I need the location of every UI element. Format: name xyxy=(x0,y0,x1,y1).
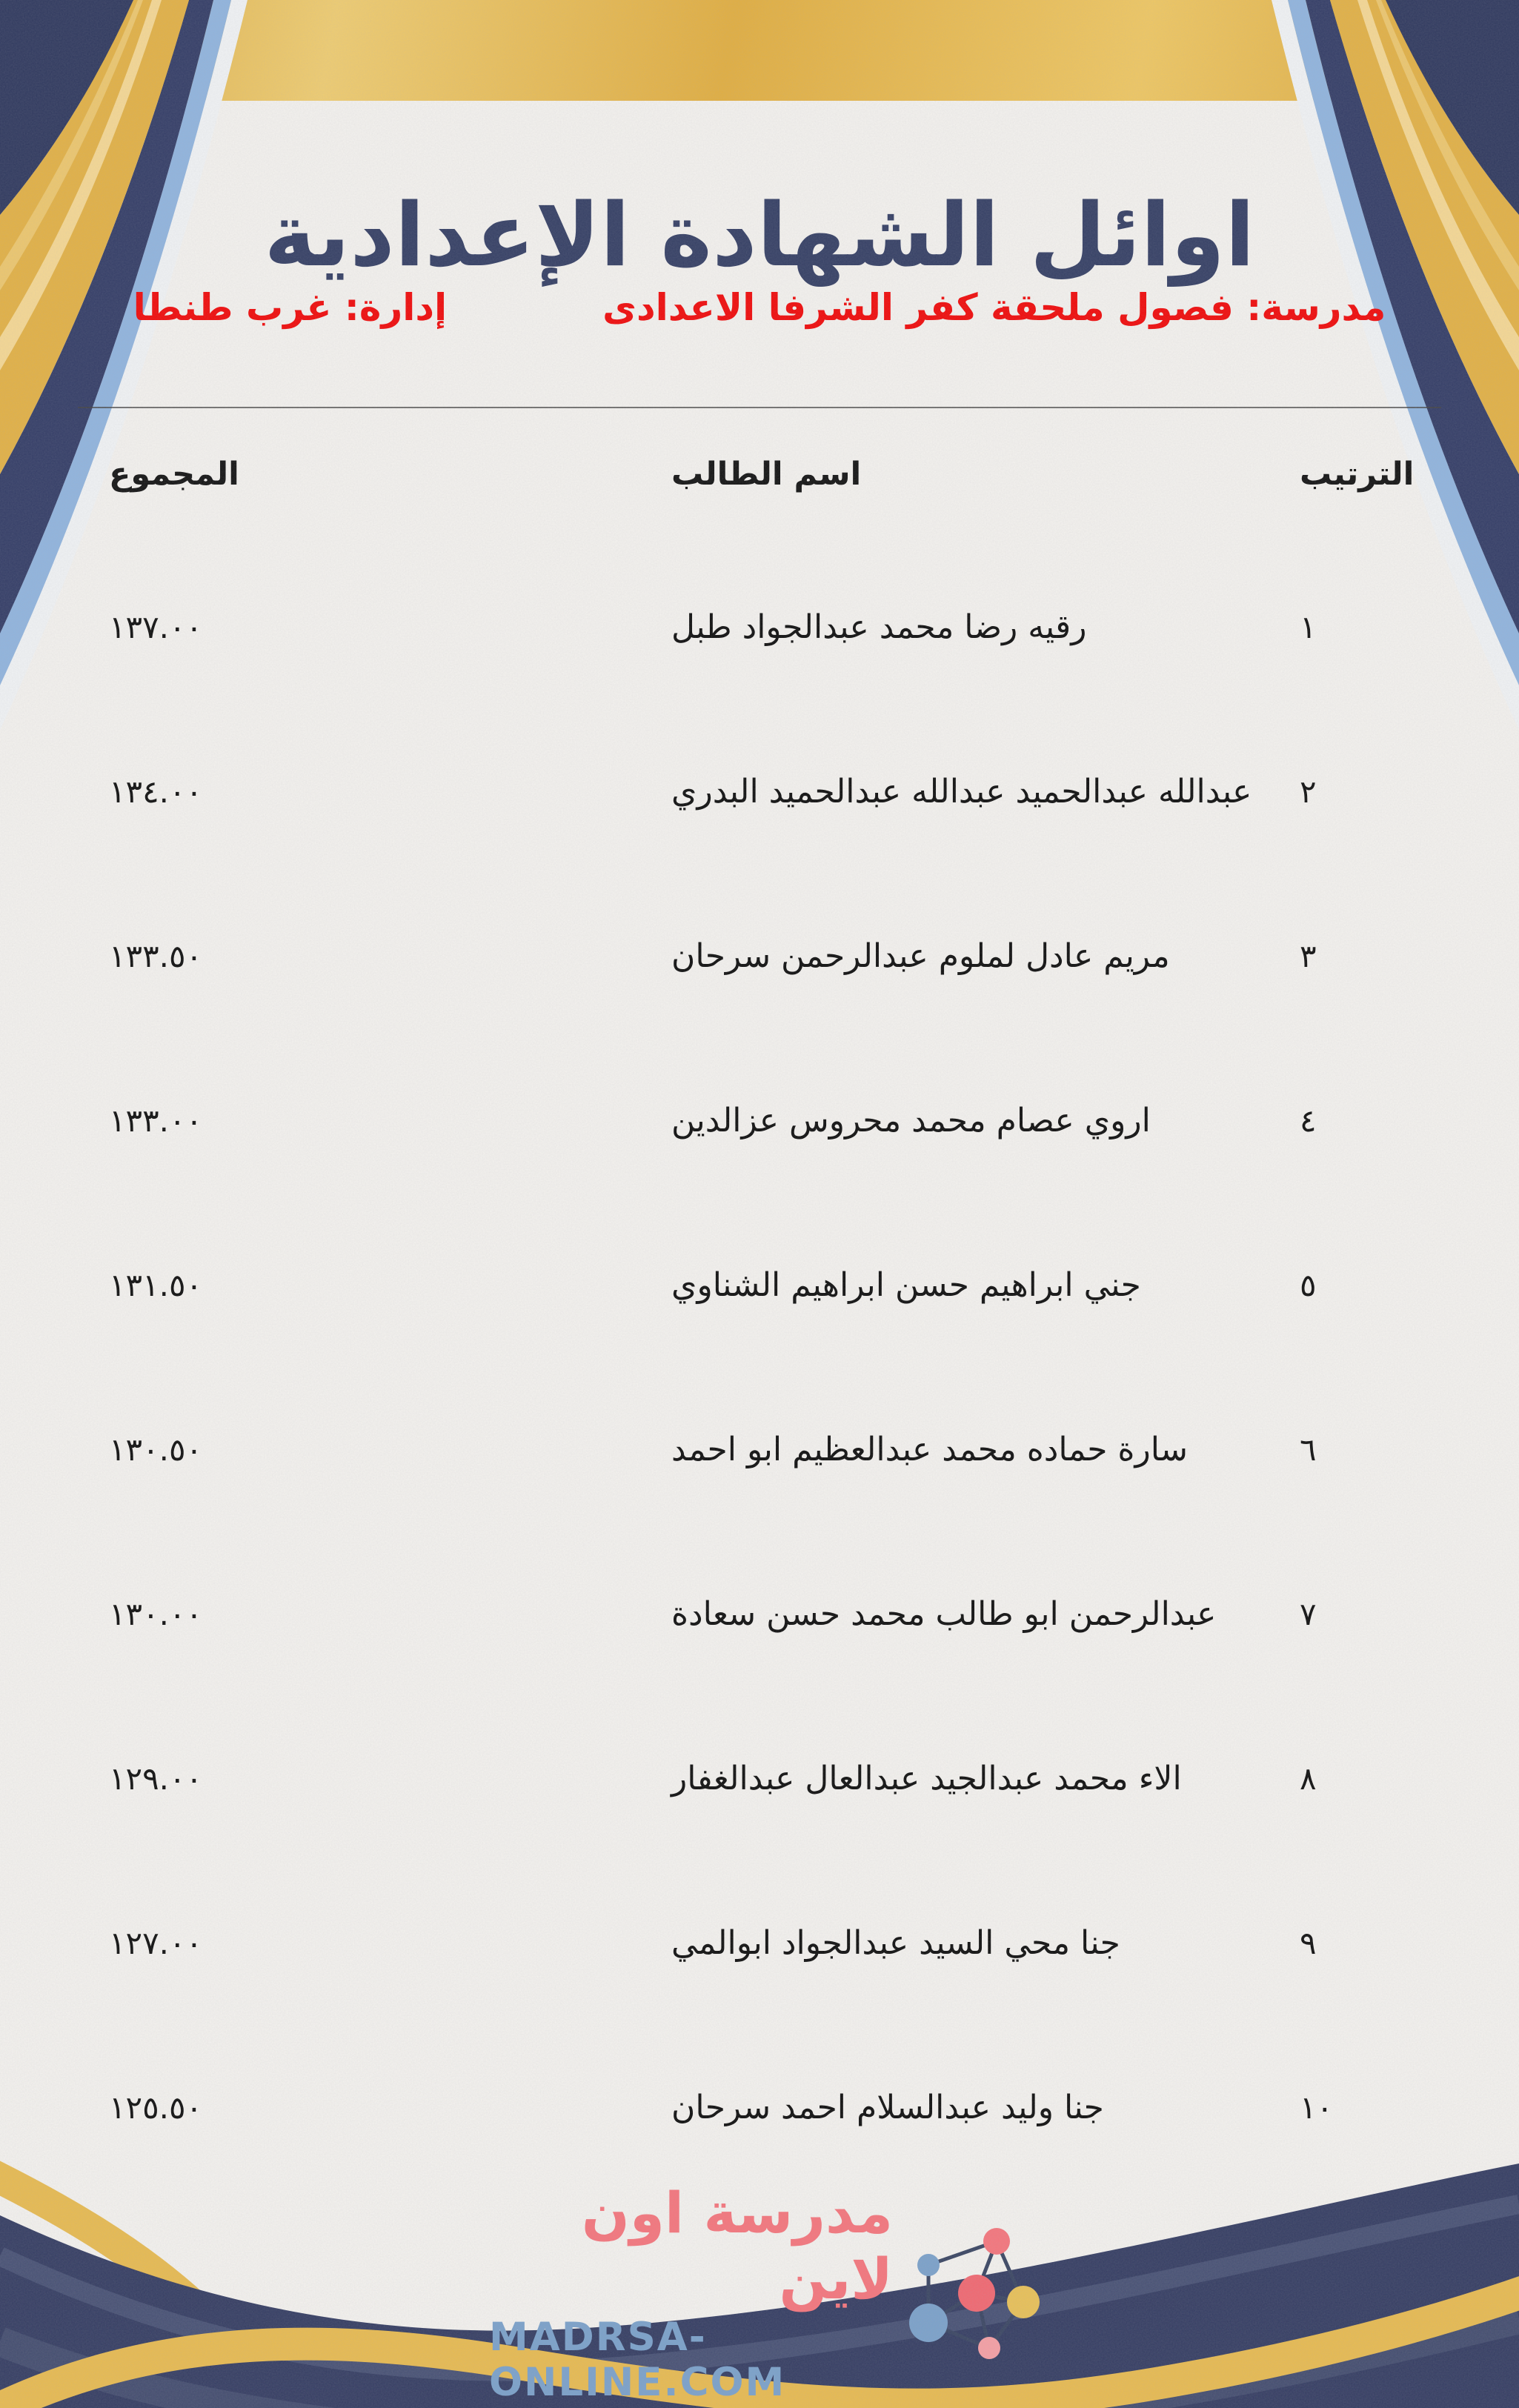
total-cell: ١٣٧.٠٠ xyxy=(109,608,203,645)
table-row xyxy=(0,1203,1519,1367)
total-cell: ١٣٠.٠٠ xyxy=(109,1595,203,1632)
student-name-cell: سارة حماده محمد عبدالعظيم ابو احمد xyxy=(671,1430,1188,1469)
total-cell: ١٣٣.٥٠ xyxy=(109,937,203,974)
page-title: اوائل الشهادة الإعدادية xyxy=(264,184,1255,287)
rank-cell: ٣ xyxy=(1300,937,1317,974)
administration-label: إدارة: غرب طنطا xyxy=(133,286,448,329)
rank-cell: ٤ xyxy=(1300,1102,1317,1139)
subtitle-line xyxy=(0,286,1519,329)
header-name: اسم الطالب xyxy=(671,456,862,493)
student-name-cell: عبدالرحمن ابو طالب محمد حسن سعادة xyxy=(671,1594,1217,1633)
total-cell: ١٢٩.٠٠ xyxy=(109,1760,203,1797)
rank-cell: ١ xyxy=(1300,608,1317,645)
table-row xyxy=(0,1860,1519,2025)
table-row xyxy=(0,1038,1519,1203)
school-label: مدرسة: فصول ملحقة كفر الشرفا الاعدادى xyxy=(602,286,1386,329)
student-name-cell: جنا وليد عبدالسلام احمد سرحان xyxy=(671,2088,1104,2126)
student-name-cell: عبدالله عبدالحميد عبدالله عبدالحميد البدري xyxy=(671,772,1252,811)
table-row xyxy=(0,874,1519,1038)
results-table xyxy=(0,545,1519,2189)
student-name-cell: جني ابراهيم حسن ابراهيم الشناوي xyxy=(671,1265,1141,1304)
brand-domain: MADRSA-ONLINE.COM xyxy=(489,2315,786,2405)
total-cell: ١٢٥.٥٠ xyxy=(109,2089,203,2126)
student-name-cell: اروي عصام محمد محروس عزالدين xyxy=(671,1101,1151,1140)
rank-cell: ٩ xyxy=(1300,1924,1317,1961)
table-row xyxy=(0,1531,1519,1696)
footer-brand xyxy=(489,2180,1047,2405)
total-cell: ١٣٣.٠٠ xyxy=(109,1102,203,1139)
rank-cell: ٧ xyxy=(1300,1595,1317,1632)
header-total: المجموع xyxy=(109,456,239,493)
rank-cell: ٢ xyxy=(1300,773,1317,810)
rank-cell: ٨ xyxy=(1300,1760,1317,1797)
student-name-cell: مريم عادل لملوم عبدالرحمن سرحان xyxy=(671,937,1170,975)
rank-cell: ١٠ xyxy=(1300,2089,1334,2126)
total-cell: ١٣١.٥٠ xyxy=(109,1266,203,1303)
table-header xyxy=(0,411,1519,537)
student-name-cell: جنا محي السيد عبدالجواد ابوالمي xyxy=(671,1923,1120,1962)
brand-arabic: مدرسة اون لاين xyxy=(581,2180,893,2312)
total-cell: ١٢٧.٠٠ xyxy=(109,1924,203,1961)
table-row xyxy=(0,709,1519,874)
network-graph-icon xyxy=(906,2221,1047,2365)
student-name-cell: الاء محمد عبدالجيد عبدالعال عبدالغفار xyxy=(671,1759,1182,1797)
table-row xyxy=(0,545,1519,709)
total-cell: ١٣٠.٥٠ xyxy=(109,1431,203,1468)
total-cell: ١٣٤.٠٠ xyxy=(109,773,203,810)
table-row xyxy=(0,1696,1519,1860)
header-rank: الترتيب xyxy=(1300,456,1415,493)
rank-cell: ٥ xyxy=(1300,1266,1317,1303)
student-name-cell: رقيه رضا محمد عبدالجواد طبل xyxy=(671,608,1087,646)
rank-cell: ٦ xyxy=(1300,1431,1317,1468)
table-divider xyxy=(78,407,1441,408)
table-row xyxy=(0,1367,1519,1531)
table-row xyxy=(0,2025,1519,2189)
